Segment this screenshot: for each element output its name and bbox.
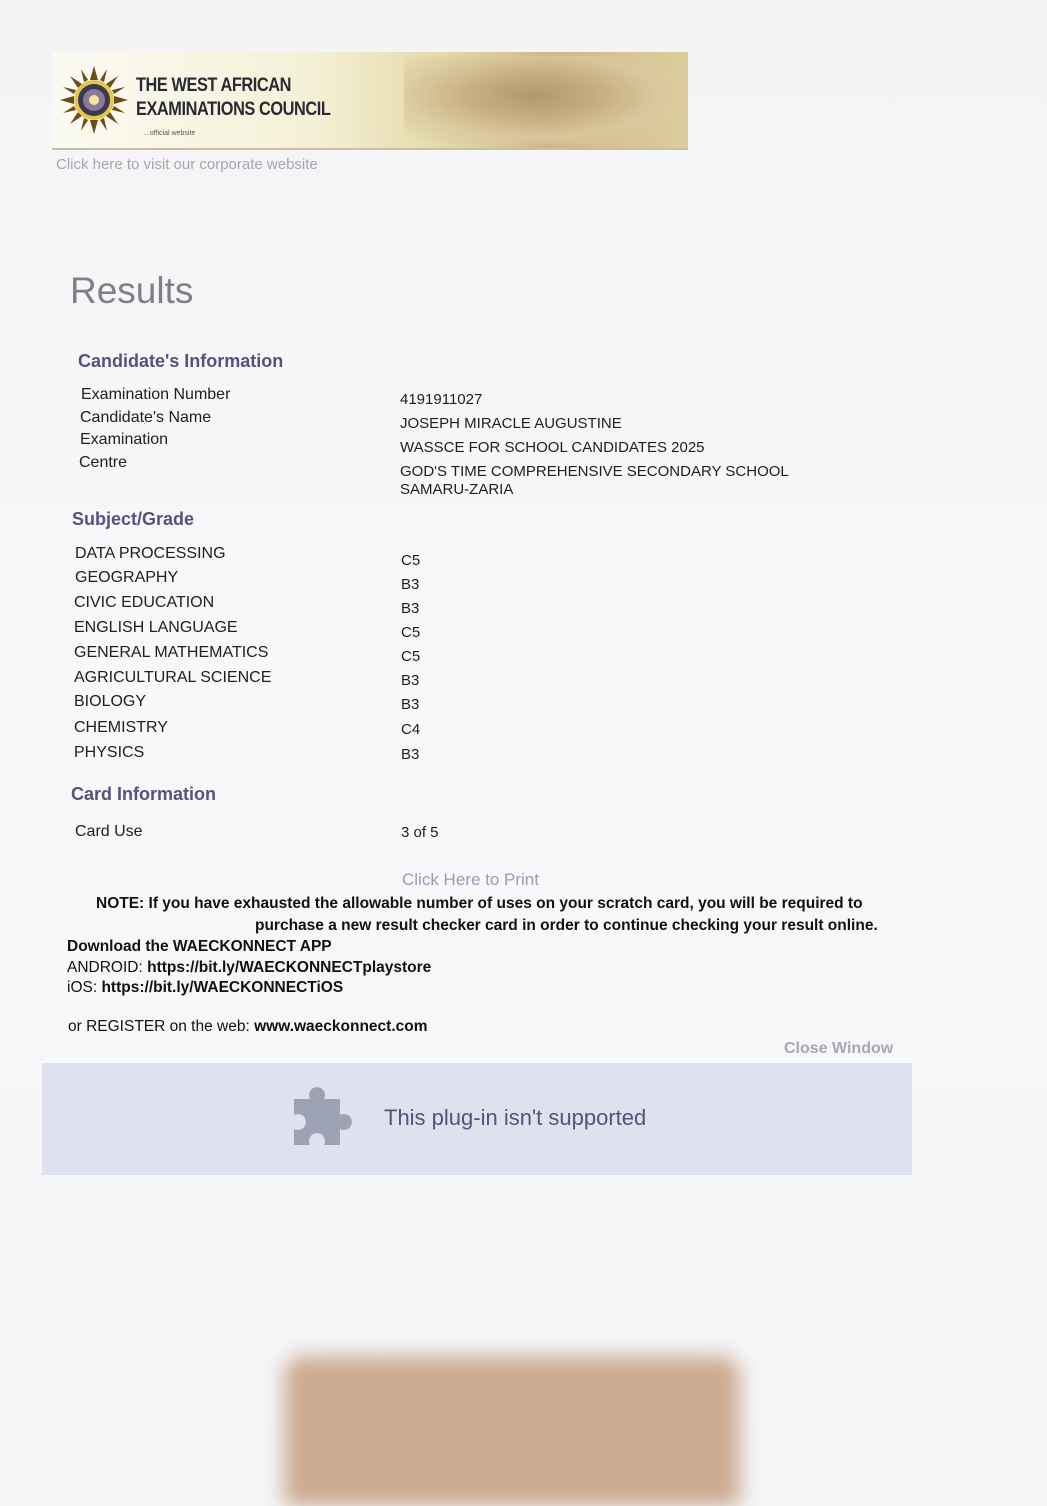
waec-seal-icon <box>60 66 128 134</box>
card-info-heading: Card Information <box>71 784 217 804</box>
subject-grade: B3 <box>401 672 420 689</box>
subject-grade: B3 <box>401 576 420 593</box>
exam-number-label: Examination Number <box>81 386 231 403</box>
ios-label: iOS: <box>67 979 98 996</box>
ios-line <box>67 979 343 997</box>
subject-grade: B3 <box>401 696 420 713</box>
banner-title-line2: EXAMINATIONS COUNCIL <box>136 99 331 120</box>
subject-grade: C5 <box>401 552 421 569</box>
subject-grade: B3 <box>401 600 420 617</box>
plugin-placeholder <box>42 1063 912 1175</box>
android-label: ANDROID: <box>67 959 143 976</box>
candidate-name-value: JOSEPH MIRACLE AUGUSTINE <box>400 415 622 432</box>
blurred-object <box>284 1356 740 1506</box>
subject-name: CIVIC EDUCATION <box>74 594 215 611</box>
print-link[interactable]: Click Here to Print <box>402 870 539 889</box>
subject-grade: C5 <box>401 624 421 641</box>
register-label: or REGISTER on the web: <box>68 1018 250 1035</box>
page-title: Results <box>70 270 194 311</box>
note-prefix: NOTE: <box>96 895 145 912</box>
note-line1: If you have exhausted the allowable number of uses on your scratch card, you will be required to <box>148 895 863 912</box>
waec-banner[interactable] <box>52 52 688 150</box>
banner-subtitle: ...official website <box>144 130 196 137</box>
centre-value-line2: SAMARU-ZARIA <box>400 481 514 498</box>
subject-name: PHYSICS <box>74 744 145 761</box>
subject-grade: B3 <box>401 746 420 763</box>
examination-value: WASSCE FOR SCHOOL CANDIDATES 2025 <box>400 439 705 456</box>
exam-number-value: 4191911027 <box>400 391 483 408</box>
subject-grade-heading: Subject/Grade <box>72 509 195 529</box>
card-use-label: Card Use <box>75 823 143 840</box>
ios-link[interactable]: https://bit.ly/WAECKONNECTiOS <box>101 979 344 996</box>
subject-name: GENERAL MATHEMATICS <box>74 644 269 661</box>
centre-label: Centre <box>79 454 128 471</box>
scratch-card-note <box>96 893 916 937</box>
banner-photo <box>404 56 684 144</box>
banner-title <box>136 74 330 122</box>
register-line <box>68 1018 428 1036</box>
note-line2: purchase a new result checker card in order to continue checking your result online. <box>255 917 878 934</box>
subject-name: DATA PROCESSING <box>75 545 226 562</box>
subject-grade: C4 <box>401 721 421 738</box>
puzzle-piece-icon <box>286 1081 362 1157</box>
candidate-name-label: Candidate's Name <box>80 409 212 426</box>
subject-name: BIOLOGY <box>74 693 147 710</box>
app-download-title: Download the WAECKONNECT APP <box>67 938 332 955</box>
centre-value: GOD'S TIME COMPREHENSIVE SECONDARY SCHOOL <box>400 463 789 480</box>
android-link[interactable]: https://bit.ly/WAECKONNECTplaystore <box>147 959 432 976</box>
subject-name: AGRICULTURAL SCIENCE <box>74 669 272 686</box>
close-window-link[interactable]: Close Window <box>784 1040 894 1057</box>
subject-name: GEOGRAPHY <box>75 569 179 586</box>
subject-grade: C5 <box>401 648 421 665</box>
card-use-value: 3 of 5 <box>401 824 439 841</box>
subject-name: ENGLISH LANGUAGE <box>74 619 238 636</box>
subject-name: CHEMISTRY <box>74 719 168 736</box>
candidate-info-heading: Candidate's Information <box>78 351 284 371</box>
register-link[interactable]: www.waeckonnect.com <box>254 1018 428 1035</box>
examination-label: Examination <box>80 431 169 448</box>
banner-title-line1: THE WEST AFRICAN <box>136 75 292 96</box>
corporate-website-link[interactable]: Click here to visit our corporate website <box>56 156 318 173</box>
android-line <box>67 959 431 977</box>
plugin-message: This plug-in isn't supported <box>384 1105 647 1130</box>
